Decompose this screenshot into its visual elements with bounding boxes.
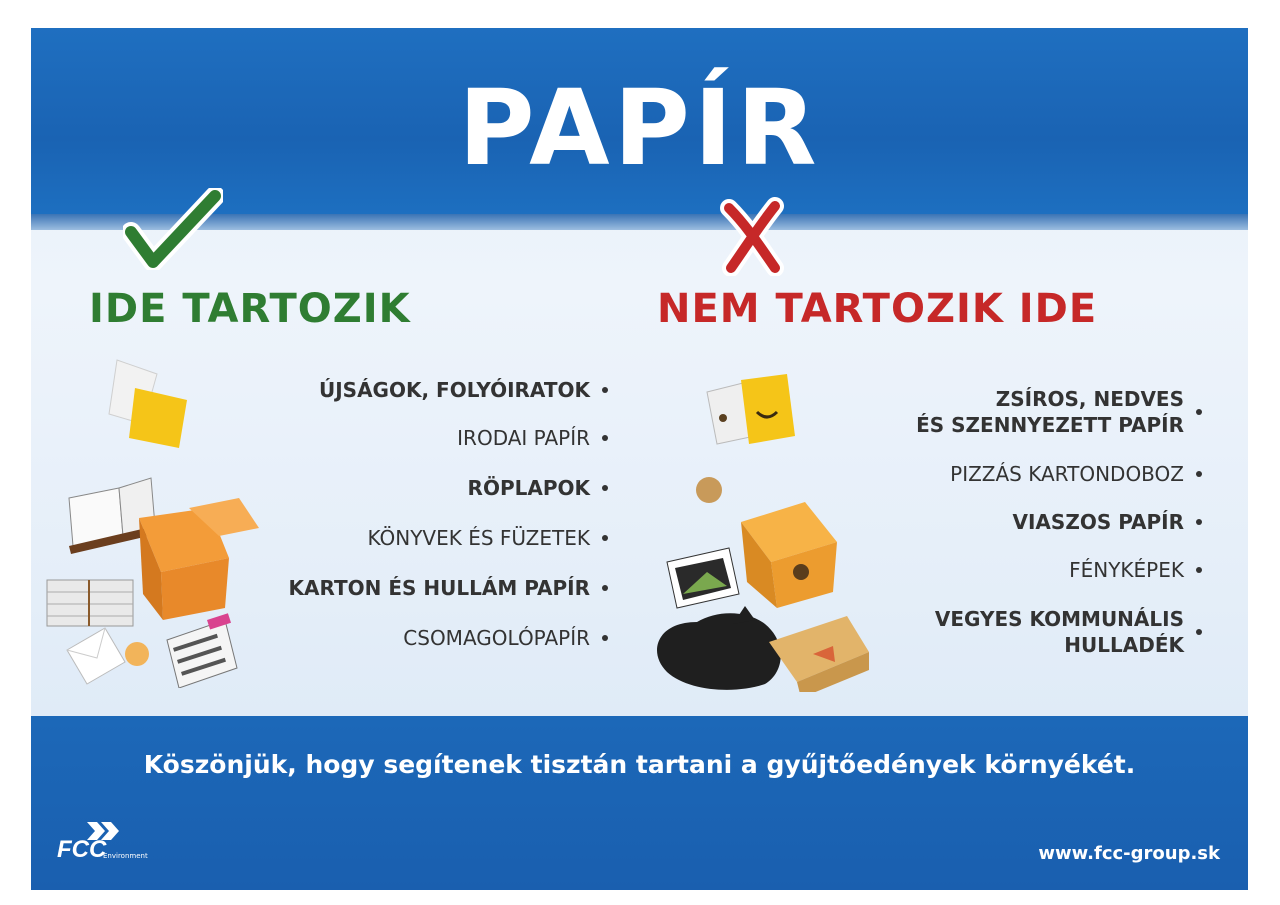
header-banner [31, 28, 1248, 214]
not-allowed-item: VIASZOS PAPÍR [916, 510, 1202, 534]
allowed-item: ÚJSÁGOK, FOLYÓIRATOK [289, 378, 608, 402]
allowed-item: CSOMAGOLÓPAPÍR [289, 626, 608, 650]
checkmark-icon [123, 188, 223, 270]
website-link[interactable]: www.fcc-group.sk [1038, 843, 1220, 864]
not-allowed-heading: NEM TARTOZIK IDE [657, 286, 1098, 332]
fcc-logo [57, 824, 187, 864]
allowed-item: RÖPLAPOK [289, 476, 608, 500]
logo-text: FCC [57, 836, 107, 863]
allowed-item: IRODAI PAPÍR [289, 426, 608, 450]
not-allowed-item: FÉNYKÉPEK [916, 558, 1202, 582]
not-allowed-item: VEGYES KOMMUNÁLIS HULLADÉK [916, 606, 1202, 658]
allowed-heading: IDE TARTOZIK [89, 286, 411, 332]
not-allowed-list [916, 386, 1202, 682]
not-allowed-item: PIZZÁS KARTONDOBOZ [916, 462, 1202, 486]
not-allowed-illustration [637, 372, 877, 692]
logo-subtitle: Environment [103, 852, 148, 860]
page-title: PAPÍR [458, 67, 821, 189]
poster [31, 28, 1248, 890]
allowed-list [289, 378, 608, 676]
footer-banner [31, 716, 1248, 890]
not-allowed-item: ZSÍROS, NEDVES ÉS SZENNYEZETT PAPÍR [916, 386, 1202, 438]
allowed-item: KARTON ÉS HULLÁM PAPÍR [289, 576, 608, 600]
allowed-item: KÖNYVEK ÉS FÜZETEK [289, 526, 608, 550]
cross-icon [717, 196, 787, 276]
allowed-paper-illustration [39, 358, 269, 688]
thanks-message: Köszönjük, hogy segítenek tisztán tartani a gyűjtőedények környékét. [143, 750, 1136, 779]
